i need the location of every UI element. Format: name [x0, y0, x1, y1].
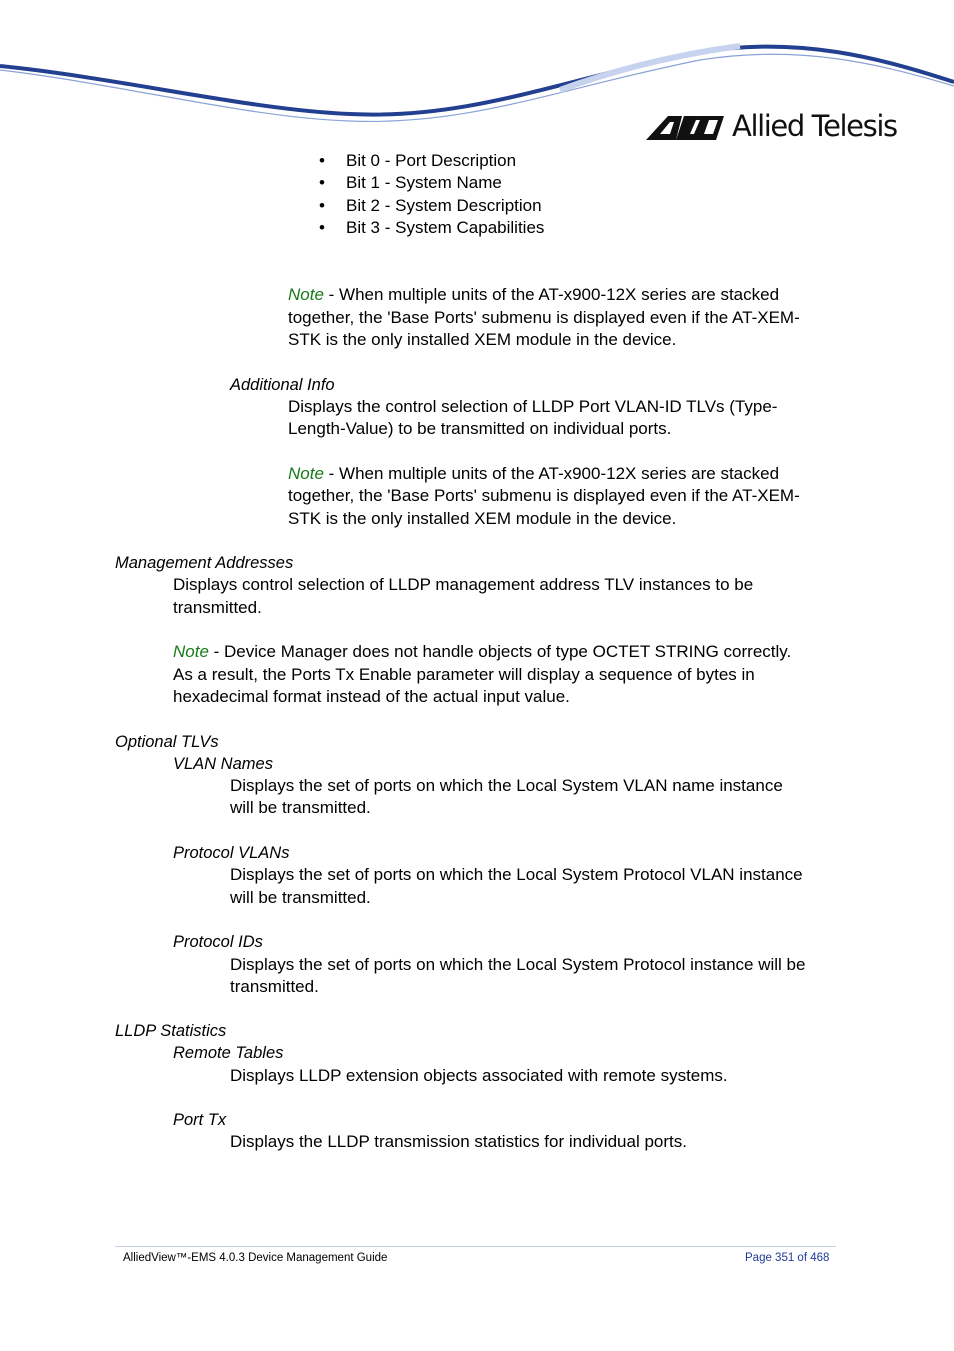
footer-title: AlliedView™-EMS 4.0.3 Device Management Guide: [123, 1252, 388, 1264]
note-line: hexadecimal format instead of the actual input value.: [173, 687, 570, 706]
note-paragraph: Note - When multiple units of the AT-x900-12X series are stacked: [288, 464, 780, 483]
logo-text: Allied Telesis: [732, 109, 897, 143]
note-paragraph: Note - Device Manager does not handle objects of type OCTET STRING correctly.: [173, 642, 792, 661]
note-label: Note: [288, 285, 324, 304]
page-number: Page 351 of 468: [745, 1252, 830, 1264]
subsection-heading: VLAN Names: [173, 755, 273, 773]
note-line: together, the 'Base Ports' submenu is displayed even if the AT-XEM-: [288, 308, 800, 327]
footer-divider: [115, 1246, 836, 1247]
note-line: STK is the only installed XEM module in the device.: [288, 330, 677, 349]
note-line: together, the 'Base Ports' submenu is displayed even if the AT-XEM-: [288, 486, 800, 505]
note-line: STK is the only installed XEM module in the device.: [288, 509, 677, 528]
bullet-item: • Bit 2 - System Description: [346, 195, 542, 217]
subsection-heading: Protocol VLANs: [173, 844, 290, 862]
section-heading: Management Addresses: [115, 554, 294, 572]
body-line: transmitted.: [230, 977, 319, 996]
bullet-item: • Bit 1 - System Name: [346, 172, 502, 194]
body-line: Displays LLDP extension objects associated with remote systems.: [230, 1066, 728, 1085]
note-label: Note: [288, 464, 324, 483]
body-line: Displays the set of ports on which the Local System Protocol VLAN instance: [230, 865, 803, 884]
note-label: Note: [173, 642, 209, 661]
body-line: will be transmitted.: [230, 798, 371, 817]
section-heading: Additional Info: [230, 376, 335, 394]
note-paragraph: Note - When multiple units of the AT-x900-12X series are stacked: [288, 285, 780, 304]
section-heading: Optional TLVs: [115, 733, 219, 751]
body-line: Displays the set of ports on which the Local System VLAN name instance: [230, 776, 783, 795]
bullet-item: • Bit 3 - System Capabilities: [346, 217, 544, 239]
body-line: Displays the control selection of LLDP Port VLAN-ID TLVs (Type-: [288, 397, 778, 416]
section-heading: LLDP Statistics: [115, 1022, 227, 1040]
body-line: will be transmitted.: [230, 888, 371, 907]
logo-mark-icon: [646, 112, 726, 140]
subsection-heading: Protocol IDs: [173, 933, 263, 951]
subsection-heading: Port Tx: [173, 1111, 227, 1129]
body-line: Displays the set of ports on which the Local System Protocol instance will be: [230, 955, 806, 974]
subsection-heading: Remote Tables: [173, 1044, 284, 1062]
body-line: Length-Value) to be transmitted on individual ports.: [288, 419, 672, 438]
note-line: As a result, the Ports Tx Enable parameter will display a sequence of bytes in: [173, 665, 755, 684]
body-line: Displays the LLDP transmission statistics for individual ports.: [230, 1132, 687, 1151]
body-line: Displays control selection of LLDP management address TLV instances to be: [173, 575, 754, 594]
body-line: transmitted.: [173, 598, 262, 617]
allied-telesis-logo: [646, 108, 897, 144]
bullet-item: • Bit 0 - Port Description: [346, 150, 516, 172]
